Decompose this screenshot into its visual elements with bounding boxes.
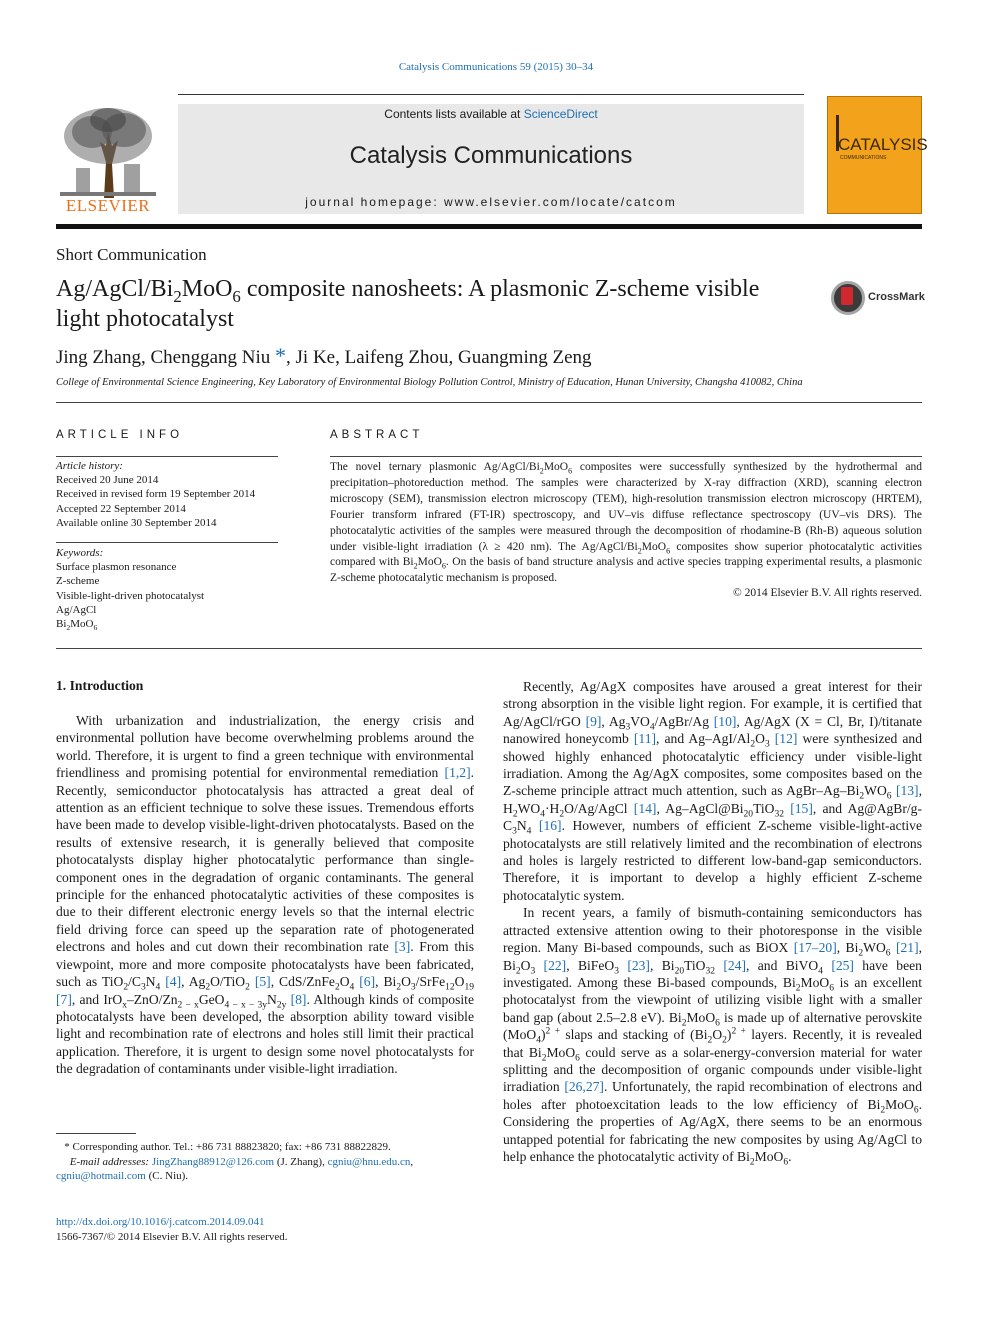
crossmark-bookmark-icon — [841, 287, 853, 305]
formula-sub: 3 — [625, 722, 631, 733]
formula-sub: 12 — [445, 982, 455, 993]
abstract-heading: ABSTRACT — [330, 429, 424, 441]
footnote-text: Corresponding author. Tel.: +86 731 88823820; fax: +86 731 88822829. — [69, 1141, 391, 1153]
citation-link[interactable]: [13] — [895, 783, 919, 799]
formula-sub: 2 — [707, 1035, 713, 1046]
citation-link[interactable]: [11] — [633, 731, 657, 747]
history-item: Received 20 June 2014 — [56, 474, 159, 487]
text-part: Recently, Ag/AgX composites have aroused a great interest for their strong absorption in the visible light region. For example, it is certified that Ag/AgCl/rGO — [503, 679, 922, 729]
intro-part: . Recently, semiconductor photocatalysis has attracted a great deal of attention as an efficient technique to solve these issues. Tremendous efforts have been made to develop visible-light-driven photocatalysts. Based on the results of extensive research, it is generally believed that composite photocatalysts display higher photocatalytic performance than single-component ones in the degradation of organic contaminants. The general principle for the enhanced photocatalytic activities of these composites is due to their different electronic energy levels so that the internal electric field driving force can speed up the separation rate of photogenerated electrons and holes and cut down their recombination rate — [56, 765, 474, 955]
text-part: In recent years, a family of bismuth-containing semiconductors has attracted extensive attention owing to their photoresponse in the visible region. Many Bi-based compounds, such as BiOX — [503, 905, 922, 956]
text-part: MoO — [754, 1148, 784, 1164]
intro-part: –ZnO/Zn — [126, 991, 178, 1007]
citation-link[interactable]: [8] — [290, 991, 307, 1007]
authors-part: , Ji Ke, Laifeng Zhou, Guangming Zeng — [286, 347, 592, 368]
abs-part: MoO — [417, 556, 442, 569]
formula-sub: 2 — [858, 948, 864, 959]
text-part: , Ag–AgCl@Bi — [656, 800, 744, 816]
journal-homepage-link[interactable]: journal homepage: www.elsevier.com/locate/catcom — [305, 195, 677, 209]
formula-sub: 19 — [464, 982, 474, 993]
text-part: N — [516, 818, 527, 834]
text-part: layers. Recently, it is revealed that Bi — [503, 1027, 922, 1060]
footnote — [56, 1140, 474, 1184]
formula-sub: 3 — [530, 966, 536, 977]
intro-part: O — [454, 974, 465, 990]
text-part: , and Ag–AgI/Al — [656, 731, 751, 747]
formula-sub: 32 — [774, 809, 784, 820]
text-part: . — [788, 1148, 792, 1164]
text-part: slaps and stacking of (Bi — [559, 1027, 708, 1043]
email-addresses-cont — [56, 1169, 474, 1184]
article-info-heading: ARTICLE INFO — [56, 429, 184, 441]
text-part: , Bi — [649, 957, 675, 973]
keywords — [56, 546, 278, 631]
text-part: , Bi — [836, 940, 859, 956]
contents-prefix: Contents lists available at — [384, 107, 524, 121]
formula-sub: 3 — [512, 826, 517, 837]
citation-link[interactable]: [4] — [165, 974, 182, 990]
section-heading-introduction: 1. Introduction — [56, 678, 144, 693]
formula-sub: 6 — [886, 792, 892, 803]
journal-citation-link[interactable]: Catalysis Communications 59 (2015) 30–34 — [398, 61, 594, 73]
article-history — [56, 459, 278, 530]
formula-sub: 4 — [540, 809, 546, 820]
citation-link[interactable]: [24] — [723, 957, 747, 973]
crossmark-label: CrossMark — [868, 291, 925, 303]
publisher-wordmark: ELSEVIER — [65, 196, 151, 215]
formula-sub: 2 — [541, 1053, 547, 1064]
keyword: Z-scheme — [56, 575, 100, 588]
formula-sub: 2 — [205, 982, 211, 993]
abs-sub: 2 — [637, 545, 642, 555]
abs-part: The novel ternary plasmonic Ag/AgCl/Bi — [330, 461, 540, 473]
text-part: , Ag/AgX (X = Cl, Br, I)/titanate nanowired honeycomb — [503, 713, 922, 747]
citation-link[interactable]: [12] — [774, 731, 798, 747]
text-part: MoO — [686, 1009, 716, 1025]
text-part: , H — [503, 783, 922, 816]
intro-part: , Bi — [375, 974, 397, 990]
author-list — [56, 343, 592, 369]
text-part: MoO — [546, 1044, 576, 1060]
formula-sub: 4 − x − 3y — [224, 1000, 268, 1011]
abs-part: composites show superior photocatalytic activities compared with Bi — [330, 540, 922, 569]
formula-sub: 2 — [859, 792, 865, 803]
email-owner: (C. Niu). — [145, 1170, 189, 1182]
affiliation: College of Environmental Science Engineering, Key Laboratory of Environmental Biology Pollution Control, Ministry of Education, Hunan University, Changsha 410082, China — [56, 377, 803, 388]
journal-header — [56, 94, 928, 224]
text-part: O/Ag/AgCl — [564, 800, 634, 816]
text-part: O — [712, 1027, 723, 1043]
text-part: . Unfortunately, the rapid recombination of electrons and holes after photoexcitation leads to the low efficiency of Bi — [503, 1079, 922, 1112]
citation-link[interactable]: [21] — [895, 940, 919, 956]
header-bottom-rule — [56, 224, 922, 229]
formula-sub: 32 — [705, 966, 716, 977]
text-part: were synthesized and showed highly enhanced photocatalytic efficiency under visible-light irradiation. Among the Ag/AgX composites, some composites based on the Z-scheme principle attract much attention, such as AgBr–Ag–Bi — [503, 731, 922, 799]
kw-part: MoO — [70, 618, 94, 631]
text-part: O — [755, 731, 765, 747]
formula-sub: 4 — [818, 966, 823, 977]
corresponding-author-note — [56, 1140, 474, 1155]
email-link[interactable]: cgniu@hotmail.com — [56, 1170, 146, 1182]
citation-link[interactable]: [23] — [627, 957, 650, 973]
citation-link[interactable]: [9] — [585, 713, 602, 729]
footnote-rule — [56, 1133, 136, 1134]
article-type: Short Communication — [56, 245, 207, 264]
citation-link[interactable]: [15] — [790, 800, 813, 816]
formula-sub: 6 — [913, 1105, 919, 1116]
contents-line — [178, 107, 804, 121]
journal-masthead — [178, 104, 804, 214]
formula-sub: 2 — [515, 966, 521, 977]
text-part: , BiFeO — [566, 957, 615, 973]
divider — [56, 402, 922, 403]
text-part: , Bi — [503, 940, 923, 973]
formula-sub: 6 — [575, 1053, 580, 1064]
history-label: Article history: — [56, 460, 123, 472]
keyword: Ag/AgCl — [56, 603, 97, 616]
cover-subtitle: COMMUNICATIONS — [840, 155, 887, 161]
text-part: WO — [864, 783, 887, 799]
formula-sub: 2 — [681, 1018, 687, 1029]
email-link[interactable]: JingZhang88912@126.com — [151, 1155, 275, 1168]
abs-sub: 6 — [441, 561, 446, 571]
formula-sub: 2 − x — [177, 1000, 199, 1011]
formula-sub: 6 — [715, 1018, 720, 1029]
abs-part: . On the basis of band structure analysis and active species trapping experimental results, a plasmonic Z-scheme photocatalytic mechanism is proposed. — [330, 556, 922, 585]
citation-link[interactable]: [16] — [538, 818, 562, 834]
issn-line: 1566-7367/© 2014 Elsevier B.V. All rights reserved. — [56, 1230, 288, 1243]
journal-cover-thumbnail[interactable] — [827, 96, 928, 214]
intro-part: With urbanization and industrialization, the energy crisis and environmental pollution have become overwhelming problems around the world. Therefore, it is urgent to find a green technique with environmental friendliness and promising potential for environmental remediation — [56, 713, 474, 781]
formula-sub: 3 — [140, 982, 146, 993]
citation-link[interactable]: [25] — [831, 957, 854, 973]
divider — [330, 456, 922, 457]
formula-sub: 2 — [749, 1157, 755, 1168]
text-part: . However, numbers of efficient Z-scheme visible-light-active photocatalysts are still relatively limited and the recombination of electrons and holes is largely restricted to different low-band-gap semiconductors. Therefore, it is important to develop a highly efficient Z-scheme photocatalytic system. — [503, 818, 922, 903]
title-part: composite nanosheets: A plasmonic Z-scheme visible light photocatalyst — [56, 276, 760, 332]
title-part: Ag/AgCl/Bi — [56, 276, 174, 302]
formula-sub: 4 — [155, 982, 161, 993]
formula-sub: 2y — [276, 1000, 287, 1011]
doi-block — [56, 1215, 288, 1244]
formula-sub: 3 — [410, 982, 416, 993]
sciencedirect-link[interactable]: ScienceDirect — [523, 107, 598, 121]
formula-sub: 2 — [795, 983, 801, 994]
citation-link[interactable]: [17–20] — [793, 940, 837, 956]
formula-sub: 2 — [559, 809, 565, 820]
cover-title: CATALYSIS — [838, 135, 928, 154]
formula-sup: 2 + — [731, 1026, 746, 1037]
formula-sub: 2 — [396, 982, 402, 993]
title-sub: 6 — [232, 286, 241, 306]
title-part: MoO — [181, 276, 233, 302]
paragraph — [503, 678, 922, 904]
divider — [56, 648, 922, 649]
intro-part: N — [145, 974, 156, 990]
abstract-text — [330, 460, 922, 587]
formula-sub: 4 — [649, 722, 655, 733]
article-title — [56, 274, 796, 334]
formula-sub: 2 — [334, 982, 340, 993]
formula-sub: 6 — [829, 983, 834, 994]
text-part: WO — [863, 940, 886, 956]
text-part: have been investigated. Among these Bi-based compounds, Bi — [503, 957, 922, 990]
paragraph: In recent years, a family of bismuth-containing semiconductors has attracted extensive attention owing to their photoresponse in the visible region. Many Bi-based compounds, such as BiOX [17–20], $Bi_2WO_6$ [21], $Bi_2O_3$ [22], BiFeO$_3$ [23], $Bi_{20}TiO_{32}$ [24], and BiVO$_4$ [25] have been investigated. Among these Bi-based compounds, $Bi_2MoO_6$ is an excellent photocatalyst from the viewpoint of utilizing visible light with a smaller band gap (about 2.5–2.8 eV). $Bi_2MoO_6$ is made up of alternative perovskite $(MoO_4)^{2 +}$ slaps and stacking of $(Bi_2O_2)^{2 +}$ layers. Recently, it is revealed that $Bi_2MoO_6$ could serve as a solar-energy-conversion material for water splitting and the decomposition of organic compounds under visible-light irradiation [26,27]. Unfortunately, the rapid recombination of electrons and holes after photoexcitation leads to the low efficiency of $Bi_2MoO_6$. Considering the properties of Ag/AgX, there seems to be an enormous untapped potential for fabricating the new composites by using Ag/AgCl to help enhance the photocatalytic activity of $Bi_2MoO_6$. — [503, 905, 923, 1168]
text-part: MoO — [885, 1096, 914, 1112]
text-part: is an excellent photocatalyst from the viewpoint of utilizing visible light with a smaller band gap (about 2.5–2.8 eV). Bi — [503, 974, 923, 1025]
text-part: TiO — [753, 800, 775, 816]
history-item: Accepted 22 September 2014 — [56, 502, 186, 515]
formula-sub: 6 — [783, 1157, 789, 1168]
intro-part: , and IrO — [71, 991, 123, 1007]
header-top-rule — [178, 94, 804, 95]
right-column — [503, 678, 923, 1168]
email-link[interactable]: cgniu@hnu.edu.cn — [327, 1155, 411, 1168]
intro-part: GeO — [198, 991, 225, 1007]
text-part: O — [520, 957, 531, 973]
title-sub: 2 — [173, 286, 182, 306]
text-part: . Considering the properties of Ag/AgX, there seems to be an enormous untapped potential for fabricating the new composites by using Ag/AgCl to help enhance the photocatalytic activity of Bi — [503, 1096, 922, 1164]
abs-part: MoO — [543, 461, 569, 473]
intro-part: . From this viewpoint, more and more composite photocatalysts have been fabricated, such as TiO — [56, 939, 475, 990]
divider — [56, 542, 278, 543]
citation-link[interactable]: [3] — [394, 939, 411, 955]
intro-part: O — [401, 974, 411, 990]
intro-part: /SrFe — [415, 974, 446, 990]
doi-link[interactable]: http://dx.doi.org/10.1016/j.catcom.2014.09.041 — [56, 1216, 265, 1228]
formula-sub: 4 — [349, 982, 355, 993]
corresponding-author-marker[interactable]: * — [275, 343, 287, 368]
abs-part: MoO — [641, 540, 667, 553]
intro-part: , Ag — [181, 974, 206, 990]
formula-sub: 20 — [674, 966, 685, 977]
citation-link[interactable]: [6] — [359, 974, 376, 990]
citation-link[interactable]: [22] — [543, 957, 567, 973]
email-addresses — [56, 1155, 474, 1170]
text-part: ·H — [545, 800, 560, 816]
formula-sub: 2 — [245, 982, 250, 993]
formula-sub: 2 — [880, 1105, 886, 1116]
formula-sub: 4 — [526, 826, 532, 837]
text-part: , Ag — [601, 713, 626, 729]
divider — [56, 456, 278, 457]
email-separator: , — [410, 1155, 414, 1168]
abs-sub: 2 — [413, 561, 418, 571]
formula-sub: 2 — [722, 1035, 727, 1046]
formula-sub: 2 — [750, 739, 756, 750]
intro-part: N — [267, 991, 277, 1007]
authors-part: Jing Zhang, Chenggang Niu — [56, 347, 271, 368]
citation-link[interactable]: [14] — [633, 800, 657, 816]
abs-sub: 6 — [666, 545, 671, 555]
formula-sub: 4 — [536, 1035, 541, 1046]
formula-sub: 2 — [123, 982, 129, 993]
citation-link[interactable]: [1,2] — [444, 765, 471, 781]
formula-sub: 2 — [512, 809, 518, 820]
email-owner: (J. Zhang), — [274, 1155, 328, 1168]
text-part: VO — [630, 713, 650, 729]
intro-part: O — [339, 974, 350, 990]
text-part: could serve as a solar-energy-conversion material for water splitting and the decomposition of organic compounds under visible-light irradiation — [503, 1044, 922, 1095]
history-item: Received in revised form 19 September 2014 — [56, 488, 256, 501]
formula-sub: 3 — [764, 739, 770, 750]
journal-title: Catalysis Communications — [349, 142, 633, 169]
formula-sub: 20 — [743, 809, 754, 820]
crossmark-badge[interactable] — [831, 281, 923, 315]
citation-link[interactable]: [26,27] — [564, 1079, 604, 1095]
text-part: is made up of alternative perovskite (MoO — [503, 1009, 922, 1043]
intro-part: . Although kinds of composite photocatalysts have been developed, the absorption ability toward visible light and recombination rate of electrons and holes still limit their practical application. Therefore, it is urgent to design some novel photocatalysts for the degradation of contaminants under visible-light irradiation. — [56, 991, 474, 1077]
kw-sub: 6 — [93, 623, 98, 633]
text-part: TiO — [684, 957, 706, 973]
formula-sub: 6 — [885, 948, 891, 959]
abs-sub: 6 — [568, 466, 573, 476]
text-part: MoO — [800, 974, 830, 990]
intro-part: /C — [128, 974, 141, 990]
intro-text — [56, 712, 474, 1078]
formula-sub: x — [122, 1000, 127, 1011]
abs-sub: 2 — [539, 466, 544, 476]
intro-paragraph — [56, 712, 474, 1078]
text-part: /AgBr/Ag — [654, 713, 714, 729]
kw-part: Bi — [56, 618, 67, 631]
keyword: Surface plasmon resonance — [56, 561, 177, 574]
keywords-label: Keywords: — [56, 547, 104, 559]
citation-link[interactable]: [7] — [56, 991, 72, 1007]
keyword: Visible-light-driven photocatalyst — [56, 589, 205, 602]
footnote-marker: * — [64, 1141, 70, 1153]
history-item: Available online 30 September 2014 — [56, 516, 217, 529]
citation-link[interactable]: [10] — [713, 713, 737, 729]
intro-part: , CdS/ZnFe — [270, 974, 335, 990]
text-part: , and BiVO — [746, 957, 819, 973]
keyword — [56, 617, 278, 631]
formula-sup: 2 + — [545, 1026, 560, 1037]
text-part: , and Ag@AgBr/g-C — [503, 800, 923, 834]
text-part: WO — [517, 800, 541, 816]
intro-part: O/TiO — [210, 974, 246, 990]
citation-link[interactable]: [5] — [254, 974, 271, 990]
formula-sub: 3 — [614, 966, 619, 977]
email-label: E-mail addresses: — [69, 1155, 150, 1168]
abs-part: composites were successfully synthesized by the hydrothermal and precipitation–photoreduction method. The samples were characterized by X-ray diffraction (XRD), scanning electron microscopy (SEM), transmission electron microscopy (TEM), high-resolution transmission electron microscopy (HRTEM), Fourier transform infrared (FT-IR) spectroscopy, and UV–vis diffuse reflectance spectroscopy (UV–vis DRS). The photocatalytic activities of the samples were measured through the decomposition of rhodamine-B (Rh-B) aqueous solution under visible-light irradiation (λ ≥ 420 nm). The Ag/AgCl/Bi — [330, 461, 923, 553]
abstract-copyright: © 2014 Elsevier B.V. All rights reserved. — [733, 587, 922, 599]
kw-sub: 2 — [66, 623, 71, 633]
